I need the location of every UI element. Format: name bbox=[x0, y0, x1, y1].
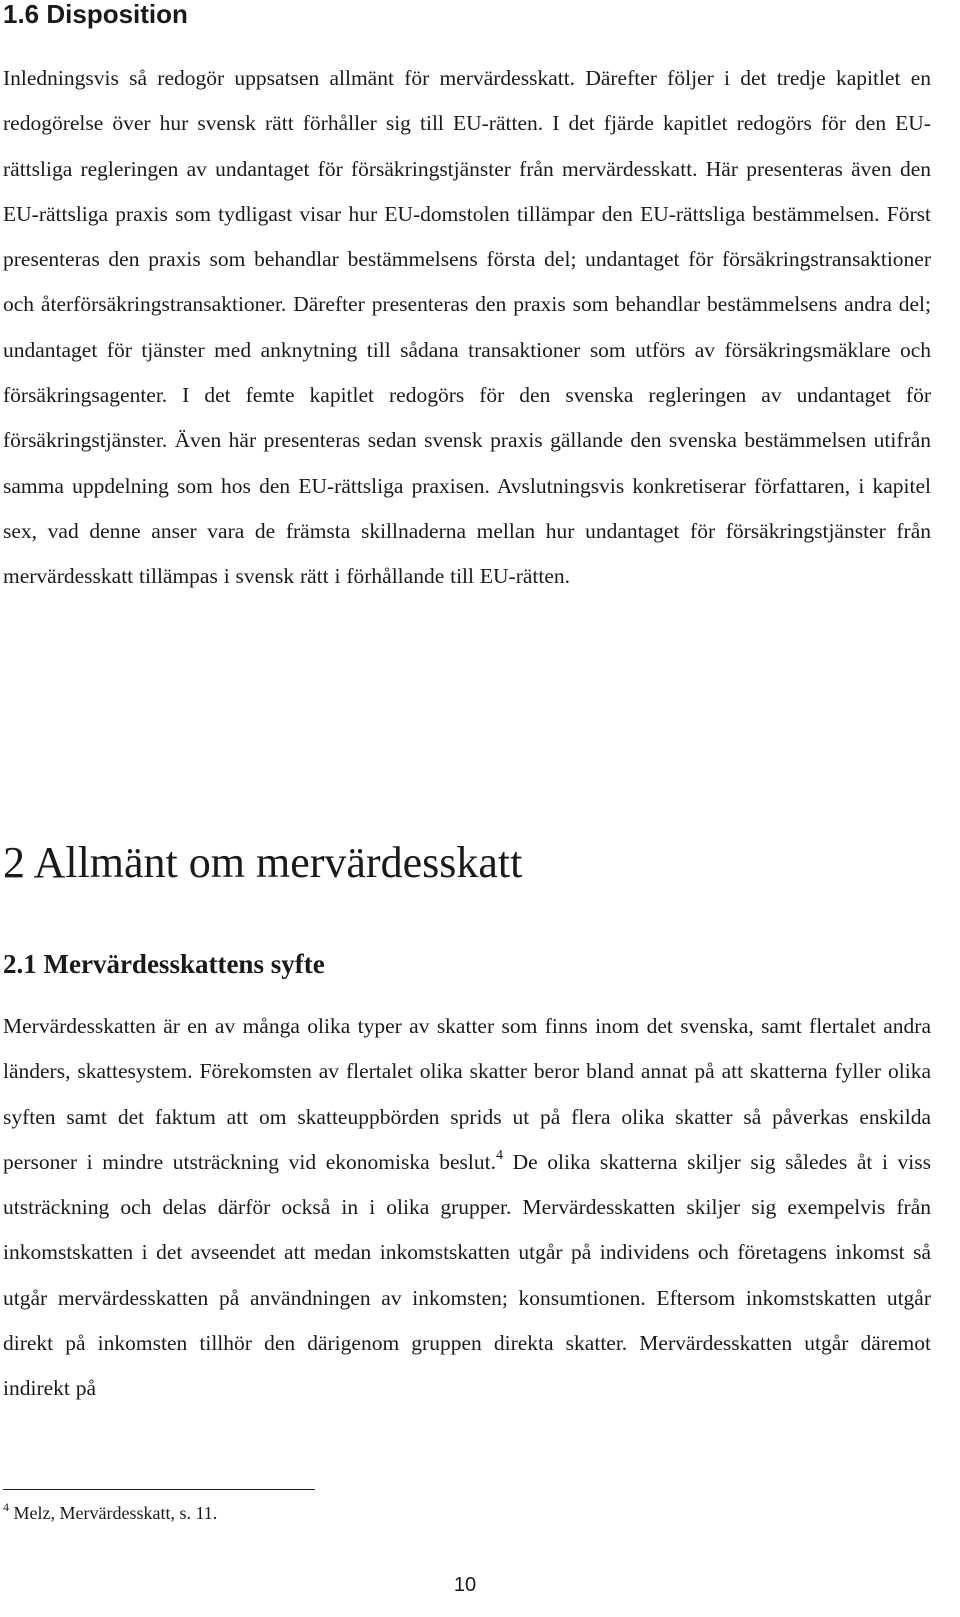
page-number: 10 bbox=[453, 1574, 477, 1596]
disposition-paragraph: Inledningsvis så redogör uppsatsen allmänt för mervärdesskatt. Därefter följer i det tredje kapitlet en redogörelse över hur svensk rätt förhåller sig till EU-rätten. I det fjärde kapitlet redogörs för den EU-rättsliga regleringen av undantaget för försäkringstjänster från mervärdesskatt. Här presenteras även den EU-rättsliga praxis som tydligast visar hur EU-domstolen tillämpar den EU-rättsliga bestämmelsen. Först presenteras den praxis som behandlar bestämmelsens första del; undantaget för försäkringstransaktioner och återförsäkringstransaktioner. Därefter presenteras den praxis som behandlar bestämmelsens andra del; undantaget för tjänster med anknytning till sådana transaktioner som utförs av försäkringsmäklare och försäkringsagenter. I det femte kapitlet redogörs för den svenska regleringen av undantaget för försäkringstjänster. Även här presenteras sedan svensk praxis gällande den svenska bestämmelsen utifrån samma uppdelning som hos den EU-rättsliga praxisen. Avslutningsvis konkretiserar författaren, i kapitel sex, vad denne anser vara de främsta skillnaderna mellan hur undantaget för försäkringstjänster från mervärdesskatt tillämpas i svensk rätt i förhållande till EU-rätten. bbox=[3, 66, 931, 589]
purpose-paragraph-text-1: Mervärdesskatten är en av många olika typer av skatter som finns inom det svenska, samt flertalet andra länders, skattesystem. Förekomsten av flertalet olika skatter beror bland annat på att skatterna fyller olika syften samt det faktum att om skatteuppbörden sprids ut på flera olika skatter så påverkas enskilda personer i mindre utsträckning vid ekonomiska beslut. bbox=[3, 1014, 931, 1174]
footnote-text: Melz, Mervärdesskatt, s. 11. bbox=[9, 1503, 218, 1523]
footnote-separator bbox=[3, 1489, 315, 1490]
section-heading-disposition: 1.6 Disposition bbox=[3, 0, 188, 29]
section-heading-purpose: 2.1 Mervärdesskattens syfte bbox=[3, 949, 325, 979]
footnote bbox=[3, 1498, 217, 1528]
footnote-number: 4 bbox=[3, 1500, 9, 1514]
purpose-paragraph bbox=[3, 1004, 931, 1412]
purpose-paragraph-text-2: De olika skatterna skiljer sig således åt i viss utsträckning och delas därför också in i olika grupper. Mervärdesskatten skiljer sig exempelvis från inkomstskatten i det avseendet att medan inkomstskatten utgår på individens och företagens inkomst så utgår mervärdesskatten på användningen av inkomsten; konsumtionen. Eftersom inkomstskatten utgår direkt på inkomsten tillhör den därigenom gruppen direkta skatter. Mervärdesskatten utgår däremot indirekt på bbox=[3, 1149, 932, 1401]
chapter-heading: 2 Allmänt om mervärdesskatt bbox=[3, 838, 523, 887]
footnote-reference[interactable]: 4 bbox=[495, 1147, 503, 1163]
